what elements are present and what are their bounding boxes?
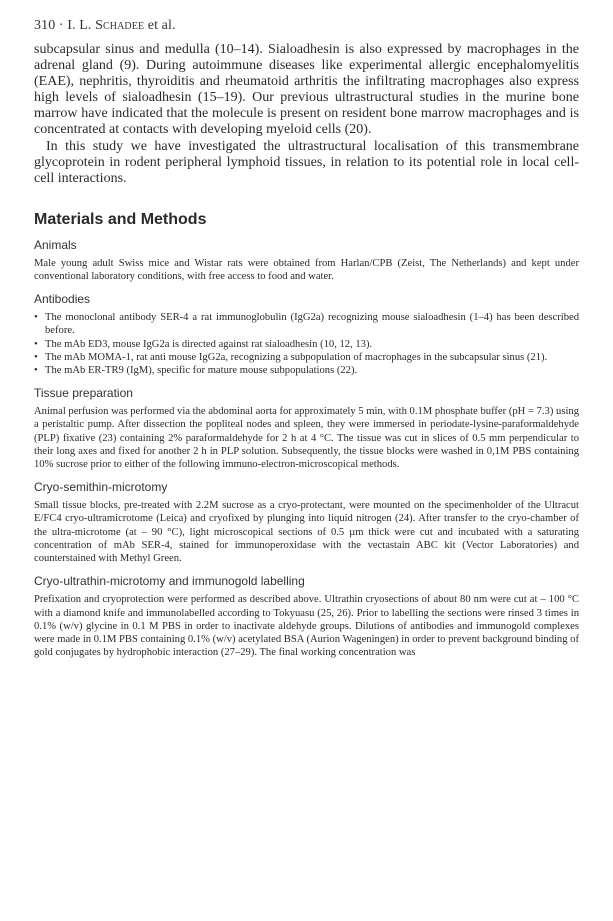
list-item-text: The mAb MOMA-1, rat anti mouse IgG2a, recognizing a subpopulation of macrophages in the subcapsular sinus (21).	[45, 351, 548, 363]
subheading-cryo-semithin: Cryo-semithin-microtomy	[34, 480, 168, 495]
subheading-antibodies: Antibodies	[34, 292, 91, 307]
section-title-methods: Materials and Methods	[34, 210, 207, 228]
page-number: 310	[34, 18, 56, 33]
subheading-animals: Animals	[34, 237, 77, 252]
list-item-text: The mAb ER-TR9 (IgM), specific for mature mouse subpopulations (22).	[45, 365, 358, 377]
list-item-text: The monoclonal antibody SER-4 a rat immunoglobulin (IgG2a) recognizing mouse sialoadhesin (1–4) has been described before.	[45, 312, 579, 337]
intro-paragraph-2: In this study we have investigated the ultrastructural localisation of this transmembrane glycoprotein in rodent peripheral lymphoid tissues, in relation to its potential role in local cell-cell interactions.	[34, 138, 579, 186]
author-initials: I. L.	[67, 18, 92, 33]
bullet-icon: •	[34, 338, 38, 350]
author-suffix: et al.	[147, 18, 176, 33]
subheading-cryo-ultrathin: Cryo-ultrathin-microtomy and immunogold labelling	[34, 574, 305, 589]
list-item	[34, 311, 579, 337]
animals-paragraph: Male young adult Swiss mice and Wistar rats were obtained from Harlan/CPB (Zeist, The Netherlands) and kept under conventional laboratory conditions, with free access to food and water.	[34, 257, 579, 283]
list-item-text: The mAb ED3, mouse IgG2a is directed against rat sialoadhesin (10, 12, 13).	[45, 338, 373, 350]
intro-paragraph-1: subcapsular sinus and medulla (10–14). Sialoadhesin is also expressed by macrophages in the adrenal gland (9). During autoimmune diseases like experimental allergic encephalomyelitis (EAE), nephritis, thyroiditis and rheumatoid arthritis the infiltrating macrophages also express high levels of sialoadhesin (15–19). Our previous ultrastructural studies in the murine bone marrow have indicated that the molecule is present on resident bone marrow macrophages and is concentrated at contacts with developing myeloid cells (20).	[34, 42, 579, 138]
subheading-tissue-preparation: Tissue preparation	[34, 386, 133, 401]
page-content	[34, 18, 579, 659]
author-surname: Schadee	[95, 18, 145, 33]
bullet-icon: •	[34, 312, 38, 324]
list-item	[34, 364, 579, 377]
bullet-icon: •	[34, 351, 38, 363]
header-separator: ·	[58, 18, 64, 33]
list-item	[34, 338, 579, 351]
semithin-paragraph: Small tissue blocks, pre-treated with 2.2M sucrose as a cryo-protectant, were mounted on the specimenholder of the Ultracut E/FC4 cryo-ultramicrotome (Leica) and cryofixed by plunging into liquid nitrogen (24). After transfer to the cryo-chamber of the ultra-microtome (at – 90 °C), light microscopical sections of 0.5 µm thick were cut and incubated with a saturating concentration of mAb SER-4, stained for immunoperoxidase with the vectastain ABC kit (Vector Laboratories) and counterstained with Methyl Green.	[34, 500, 579, 565]
antibody-list	[34, 311, 579, 377]
bullet-icon: •	[34, 365, 38, 377]
ultrathin-paragraph: Prefixation and cryoprotection were performed as described above. Ultrathin cryosections of about 80 nm were cut at – 100 °C with a diamond knife and immunolabelled according to Tokyuasu (25, 26). Prior to labelling the sections were rinsed 3 times in 0.1% (w/v) glycine in 0.1 M PBS in order to inactivate aldehyde groups. Dilutions of antibodies and immunogold complexes were made in 0.1M PBS containing 0.1% (w/v) acetylated BSA (Aurion Wageningen) in order to prevent background binding of gold conjugates by hydrophobic interaction (27–29). The final working concentration was	[34, 594, 579, 659]
list-item	[34, 351, 579, 364]
running-head	[34, 18, 579, 34]
tissue-paragraph: Animal perfusion was performed via the abdominal aorta for approximately 5 min, with 0.1M phosphate buffer (pH = 7.3) using a peristaltic pump. After dissection the popliteal nodes and spleen, they were immersed in periodate-lysine-paraformaldehyde (PLP) fixative (23) containing 2% paraformaldehyde for 2 h at 4 °C. The tissue was cut in slices of 0.5 mm perpendicular to their long axes and fixed for another 2 h in PLP solution. Subsequently, the tissue blocks were washed in 0,1M PBS containing 10% sucrose prior to either of the following immuno-electron-microscopical methods.	[34, 406, 579, 471]
